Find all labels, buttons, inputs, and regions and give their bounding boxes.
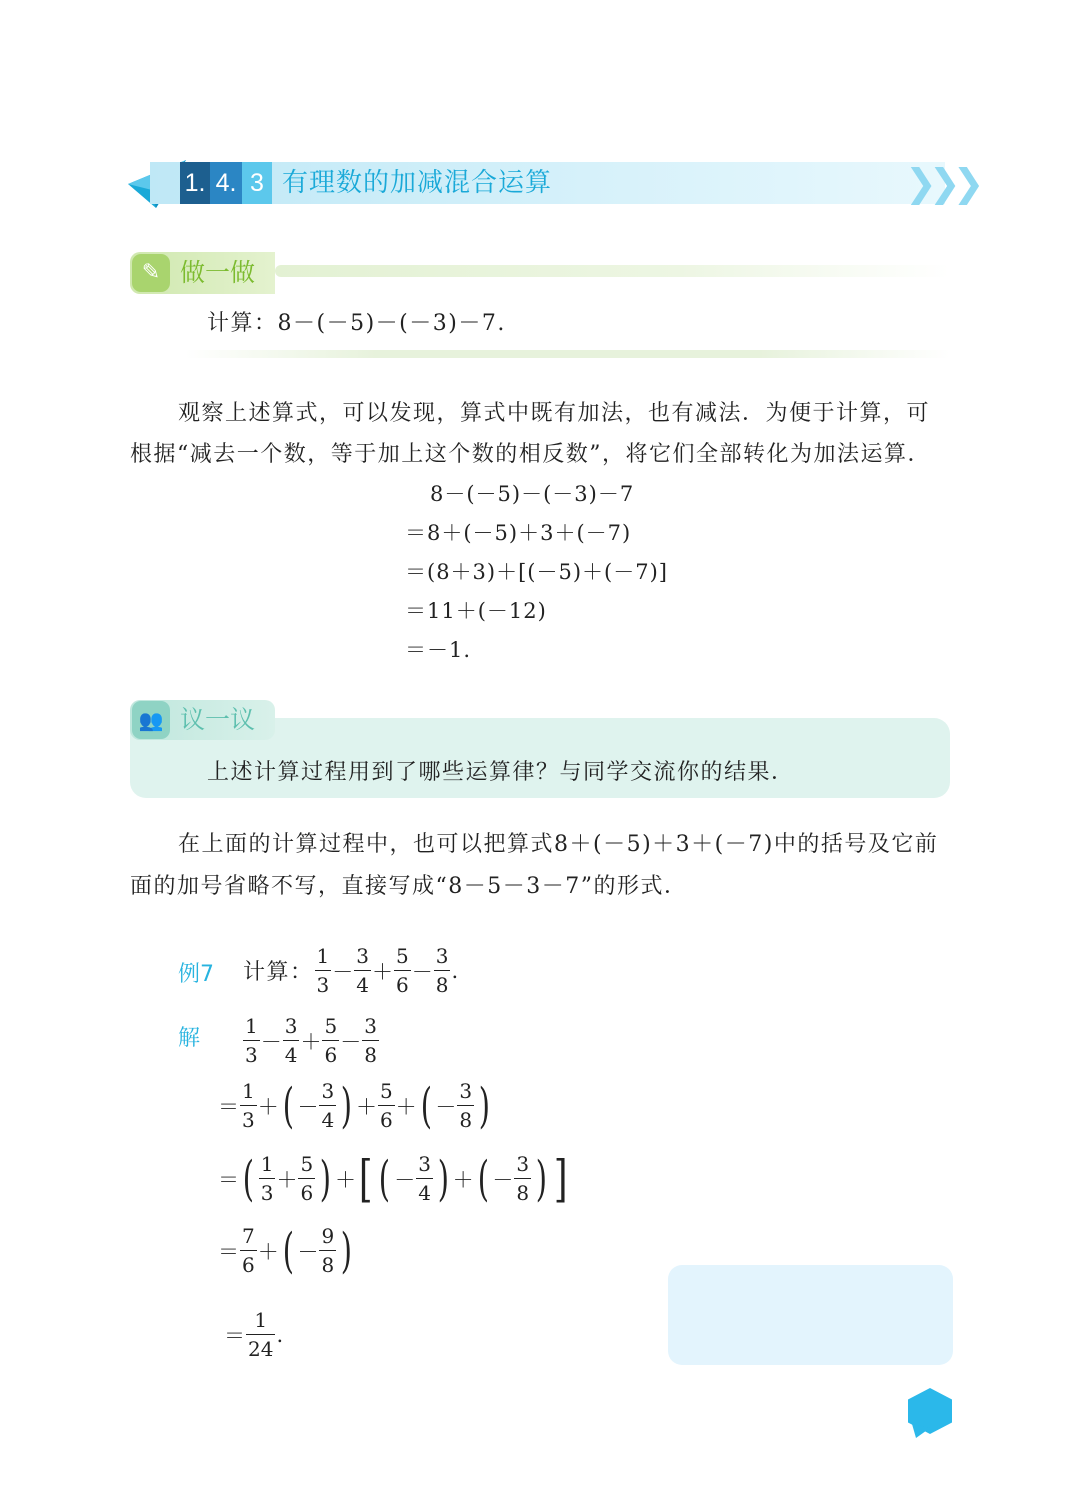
discuss-badge-title: 议一议 — [180, 705, 256, 734]
solution-line-4: ＝ $\frac{1}{24}$ . — [224, 1308, 284, 1361]
section-number-3: 3 — [242, 162, 272, 204]
section-title: 有理数的加减混合运算 — [282, 168, 553, 198]
discuss-text: 上述计算过程用到了哪些运算律？与同学交流你的结果． — [207, 760, 795, 785]
example-label: 例7 — [178, 962, 214, 987]
derivation-line-2: ＝(8＋3)＋[(－5)＋(－7)] — [405, 560, 668, 584]
chevrons-icon: ❯❯❯ — [905, 161, 977, 205]
margin-note-box — [668, 1265, 953, 1365]
activity-prompt: 计算：8－(－5)－(－3)－7. — [207, 311, 506, 336]
section-number-1: 1. — [180, 162, 210, 204]
section-number-2: 4. — [210, 162, 242, 204]
solution-line-2: ＝ ( $\frac{1}{3}$ ＋ $\frac{5}{6}$ ) ＋ [ ( － $\frac{3}{4}$ ) ＋ ( － $\frac{3}{8}$ ) ] — [218, 1149, 568, 1208]
activity-divider — [275, 265, 950, 277]
derivation-line-4: ＝－1. — [405, 638, 472, 662]
pencil-ruler-icon: ✎ — [132, 254, 170, 292]
paragraph2-line2: 面的加号省略不写，直接写成“8－5－3－7”的形式． — [130, 874, 688, 899]
activity-badge-title: 做一做 — [180, 258, 256, 287]
derivation-line-3: ＝11＋(－12) — [405, 599, 547, 623]
solution-line-1: ＝ $\frac{1}{3}$ ＋ ( － $\frac{3}{4}$ ) ＋ $\frac{5}{6}$ ＋ ( － $\frac{3}{8}$ ) — [218, 1077, 491, 1134]
paragraph1-line1: 观察上述算式，可以发现，算式中既有加法，也有减法．为便于计算，可 — [178, 401, 931, 426]
paragraph1-line2: 根据“减去一个数，等于加上这个数的相反数”，将它们全部转化为加法运算． — [130, 442, 931, 467]
activity-bottom-divider — [185, 350, 950, 358]
derivation-line-1: ＝8＋(－5)＋3＋(－7) — [405, 521, 632, 545]
group-people-icon: 👥 — [132, 701, 170, 739]
example-prompt: 计算： $\frac{1}{3}$ － $\frac{3}{4}$ ＋ $\frac{5}{6}$ － $\frac{3}{8}$ . — [243, 944, 459, 997]
solution-line-3: ＝ $\frac{7}{6}$ ＋ ( － $\frac{9}{8}$ ) — [218, 1222, 353, 1279]
derivation-line-0: 8－(－5)－(－3)－7 — [430, 482, 635, 506]
page-marker-tail-icon — [912, 1424, 932, 1440]
solution-line-0: $\frac{1}{3}$ － $\frac{3}{4}$ ＋ $\frac{5}{6}$ － $\frac{3}{8}$ — [245, 1014, 377, 1067]
solution-label: 解 — [178, 1026, 201, 1051]
paragraph2-line1: 在上面的计算过程中，也可以把算式8＋(－5)＋3＋(－7)中的括号及它前 — [178, 832, 939, 857]
